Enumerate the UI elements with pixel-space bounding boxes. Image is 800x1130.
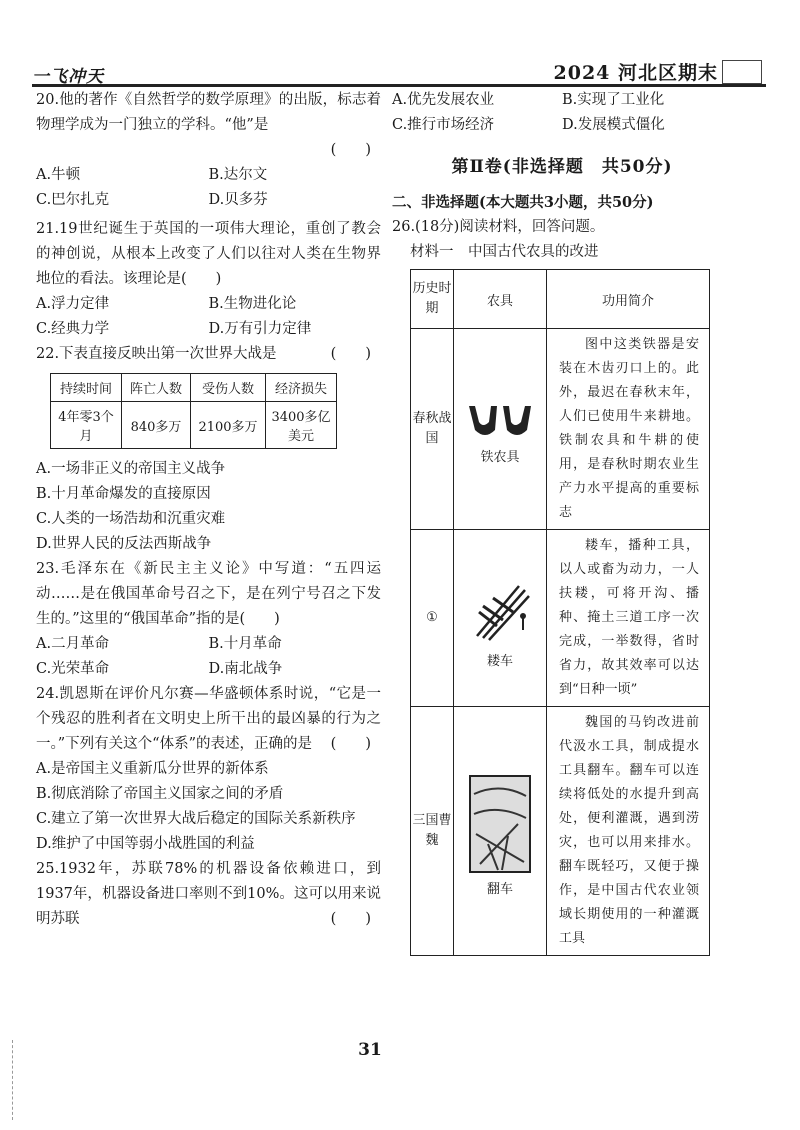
water-wheel-image xyxy=(468,774,532,874)
farm-period-1: 春秋战国 xyxy=(411,329,454,530)
material-1-title: 材料一 中国古代农具的改进 xyxy=(410,244,599,260)
q22-option-c[interactable]: C.人类的一场浩劫和沉重灾难 xyxy=(36,511,226,527)
question-23-text: 23.毛泽东在《新民主主义论》中写道：“五四运动……是在俄国革命号召之下，是在列宁号召之下发生的。”这里的“俄国革命”指的是( ) xyxy=(36,561,381,627)
question-23-options-row-2 xyxy=(36,657,381,682)
q23-option-a[interactable]: A.二月革命 xyxy=(36,636,110,652)
farm-tool-3-label: 翻车 xyxy=(486,881,513,897)
farm-row-unknown-period xyxy=(411,530,710,707)
question-21 xyxy=(36,217,381,292)
section-2-title: 第Ⅱ卷(非选择题 共50分) xyxy=(451,157,673,177)
question-21-options-row-1 xyxy=(36,292,381,317)
question-20-options-row-1 xyxy=(36,163,381,188)
loss-cell-wounded: 2100多万 xyxy=(191,402,266,449)
farm-tools-table xyxy=(410,269,710,956)
q22-option-a[interactable]: A.一场非正义的帝国主义战争 xyxy=(36,461,226,477)
header-stamp-box xyxy=(722,60,762,84)
q22-option-d[interactable]: D.世界人民的反法西斯战争 xyxy=(36,536,212,552)
war-loss-table xyxy=(50,373,337,449)
q20-option-b[interactable]: B.达尔文 xyxy=(208,167,268,183)
header-rule xyxy=(32,84,766,87)
farm-row-three-kingdoms xyxy=(411,707,710,956)
q25-option-d[interactable]: D.发展模式僵化 xyxy=(562,117,665,133)
page-header xyxy=(18,40,784,87)
farm-tool-2 xyxy=(454,530,547,707)
exam-title: 2024 河北区期末 xyxy=(553,62,718,84)
q20-option-c[interactable]: C.巴尔扎克 xyxy=(36,192,110,208)
loss-cell-duration: 4年零3个月 xyxy=(51,402,122,449)
page-number: 31 xyxy=(358,1040,382,1060)
q25-option-a[interactable]: A.优先发展农业 xyxy=(392,92,495,108)
q20-option-d[interactable]: D.贝多芬 xyxy=(208,192,268,208)
question-21-options-row-2 xyxy=(36,317,381,342)
question-24-answer-paren: ( ) xyxy=(330,736,371,752)
q23-option-d[interactable]: D.南北战争 xyxy=(208,661,283,677)
q21-option-b[interactable]: B.生物进化论 xyxy=(208,296,297,312)
farm-tool-1-label: 铁农具 xyxy=(480,449,520,465)
loss-cell-deaths: 840多万 xyxy=(122,402,191,449)
iron-tool-image xyxy=(465,402,535,442)
section-2-subtitle: 二、非选择题(本大题共3小题，共50分) xyxy=(392,194,654,211)
q25-option-c[interactable]: C.推行市场经济 xyxy=(392,117,495,133)
question-20 xyxy=(36,88,381,163)
q25-option-b[interactable]: B.实现了工业化 xyxy=(562,92,665,108)
question-25-options-row-2 xyxy=(392,113,732,138)
farm-header-tool: 农具 xyxy=(454,270,547,329)
question-22-text: 22.下表直接反映出第一次世界大战是 xyxy=(36,346,277,362)
right-column xyxy=(392,88,732,956)
loss-header-deaths: 阵亡人数 xyxy=(122,374,191,402)
question-25 xyxy=(36,857,381,932)
question-22-answer-paren: ( ) xyxy=(330,346,371,362)
question-26-intro: 26.(18分)阅读材料，回答问题。 xyxy=(392,219,605,235)
brand-logo: 一飞冲天 xyxy=(32,67,104,87)
loss-header-wounded: 受伤人数 xyxy=(191,374,266,402)
farm-tool-3 xyxy=(454,707,547,956)
q24-option-a[interactable]: A.是帝国主义重新瓜分世界的新体系 xyxy=(36,761,269,777)
question-23 xyxy=(36,557,381,632)
farm-header-period: 历史时期 xyxy=(411,270,454,329)
question-23-options-row-1 xyxy=(36,632,381,657)
loss-cell-economic: 3400多亿美元 xyxy=(266,402,337,449)
binding-margin-line xyxy=(12,1040,13,1120)
q23-option-b[interactable]: B.十月革命 xyxy=(208,636,282,652)
question-20-answer-paren: ( ) xyxy=(330,142,371,158)
farm-period-2: ① xyxy=(411,530,454,707)
left-column xyxy=(36,88,381,932)
q21-option-a[interactable]: A.浮力定律 xyxy=(36,296,110,312)
question-25-options-row-1 xyxy=(392,88,732,113)
farm-desc-1: 图中这类铁器是安装在木齿刃口上的。此外，最迟在春秋末年，人们已使用牛来耕地。铁制农具和牛耕的使用，是春秋时期农业生产力水平提高的重要标志 xyxy=(547,329,710,530)
seed-drill-image xyxy=(463,576,537,646)
q24-option-b[interactable]: B.彻底消除了帝国主义国家之间的矛盾 xyxy=(36,786,284,802)
loss-header-duration: 持续时间 xyxy=(51,374,122,402)
farm-header-function: 功用简介 xyxy=(547,270,710,329)
farm-tool-2-label: 耧车 xyxy=(486,653,513,669)
farm-period-3: 三国曹魏 xyxy=(411,707,454,956)
question-25-answer-paren: ( ) xyxy=(330,911,371,927)
question-24 xyxy=(36,682,381,757)
q23-option-c[interactable]: C.光荣革命 xyxy=(36,661,110,677)
q20-option-a[interactable]: A.牛顿 xyxy=(36,167,81,183)
q21-option-d[interactable]: D.万有引力定律 xyxy=(208,321,312,337)
q21-option-c[interactable]: C.经典力学 xyxy=(36,321,110,337)
question-21-text: 21.19世纪诞生于英国的一项伟大理论，重创了教会的神创说，从根本上改变了人们以往对人类在生物界地位的看法。该理论是( ) xyxy=(36,221,381,287)
farm-row-spring-autumn xyxy=(411,329,710,530)
question-24-text: 24.凯恩斯在评价凡尔赛—华盛顿体系时说，“它是一个残忍的胜利者在文明史上所干出的最凶暴的行为之一。”下列有关这个“体系”的表述，正确的是 xyxy=(36,686,381,752)
q22-option-b[interactable]: B.十月革命爆发的直接原因 xyxy=(36,486,211,502)
farm-desc-3: 魏国的马钧改进前代汲水工具，制成提水工具翻车。翻车可以连续将低处的水提升到高处，便利灌溉，遇到涝灾，也可以用来排水。翻车既轻巧，又便于操作，是中国古代农业领域长期使用的一种灌溉工具 xyxy=(547,707,710,956)
question-22 xyxy=(36,342,381,367)
farm-desc-2: 耧车，播种工具，以人或畜为动力，一人扶耧，可将开沟、播种、掩土三道工序一次完成，一举数得，省时省力，故其效率可以达到“日种一顷” xyxy=(547,530,710,707)
q24-option-d[interactable]: D.维护了中国等弱小战胜国的利益 xyxy=(36,836,255,852)
q24-option-c[interactable]: C.建立了第一次世界大战后稳定的国际关系新秩序 xyxy=(36,811,356,827)
question-20-text: 20.他的著作《自然哲学的数学原理》的出版，标志着物理学成为一门独立的学科。“他”是 xyxy=(36,92,381,133)
loss-header-economic: 经济损失 xyxy=(266,374,337,402)
question-25-text: 25.1932年，苏联78%的机器设备依赖进口，到1937年，机器设备进口率则不到10%。这可以用来说明苏联 xyxy=(36,861,381,927)
question-20-options-row-2 xyxy=(36,188,381,213)
farm-tool-1 xyxy=(454,329,547,530)
